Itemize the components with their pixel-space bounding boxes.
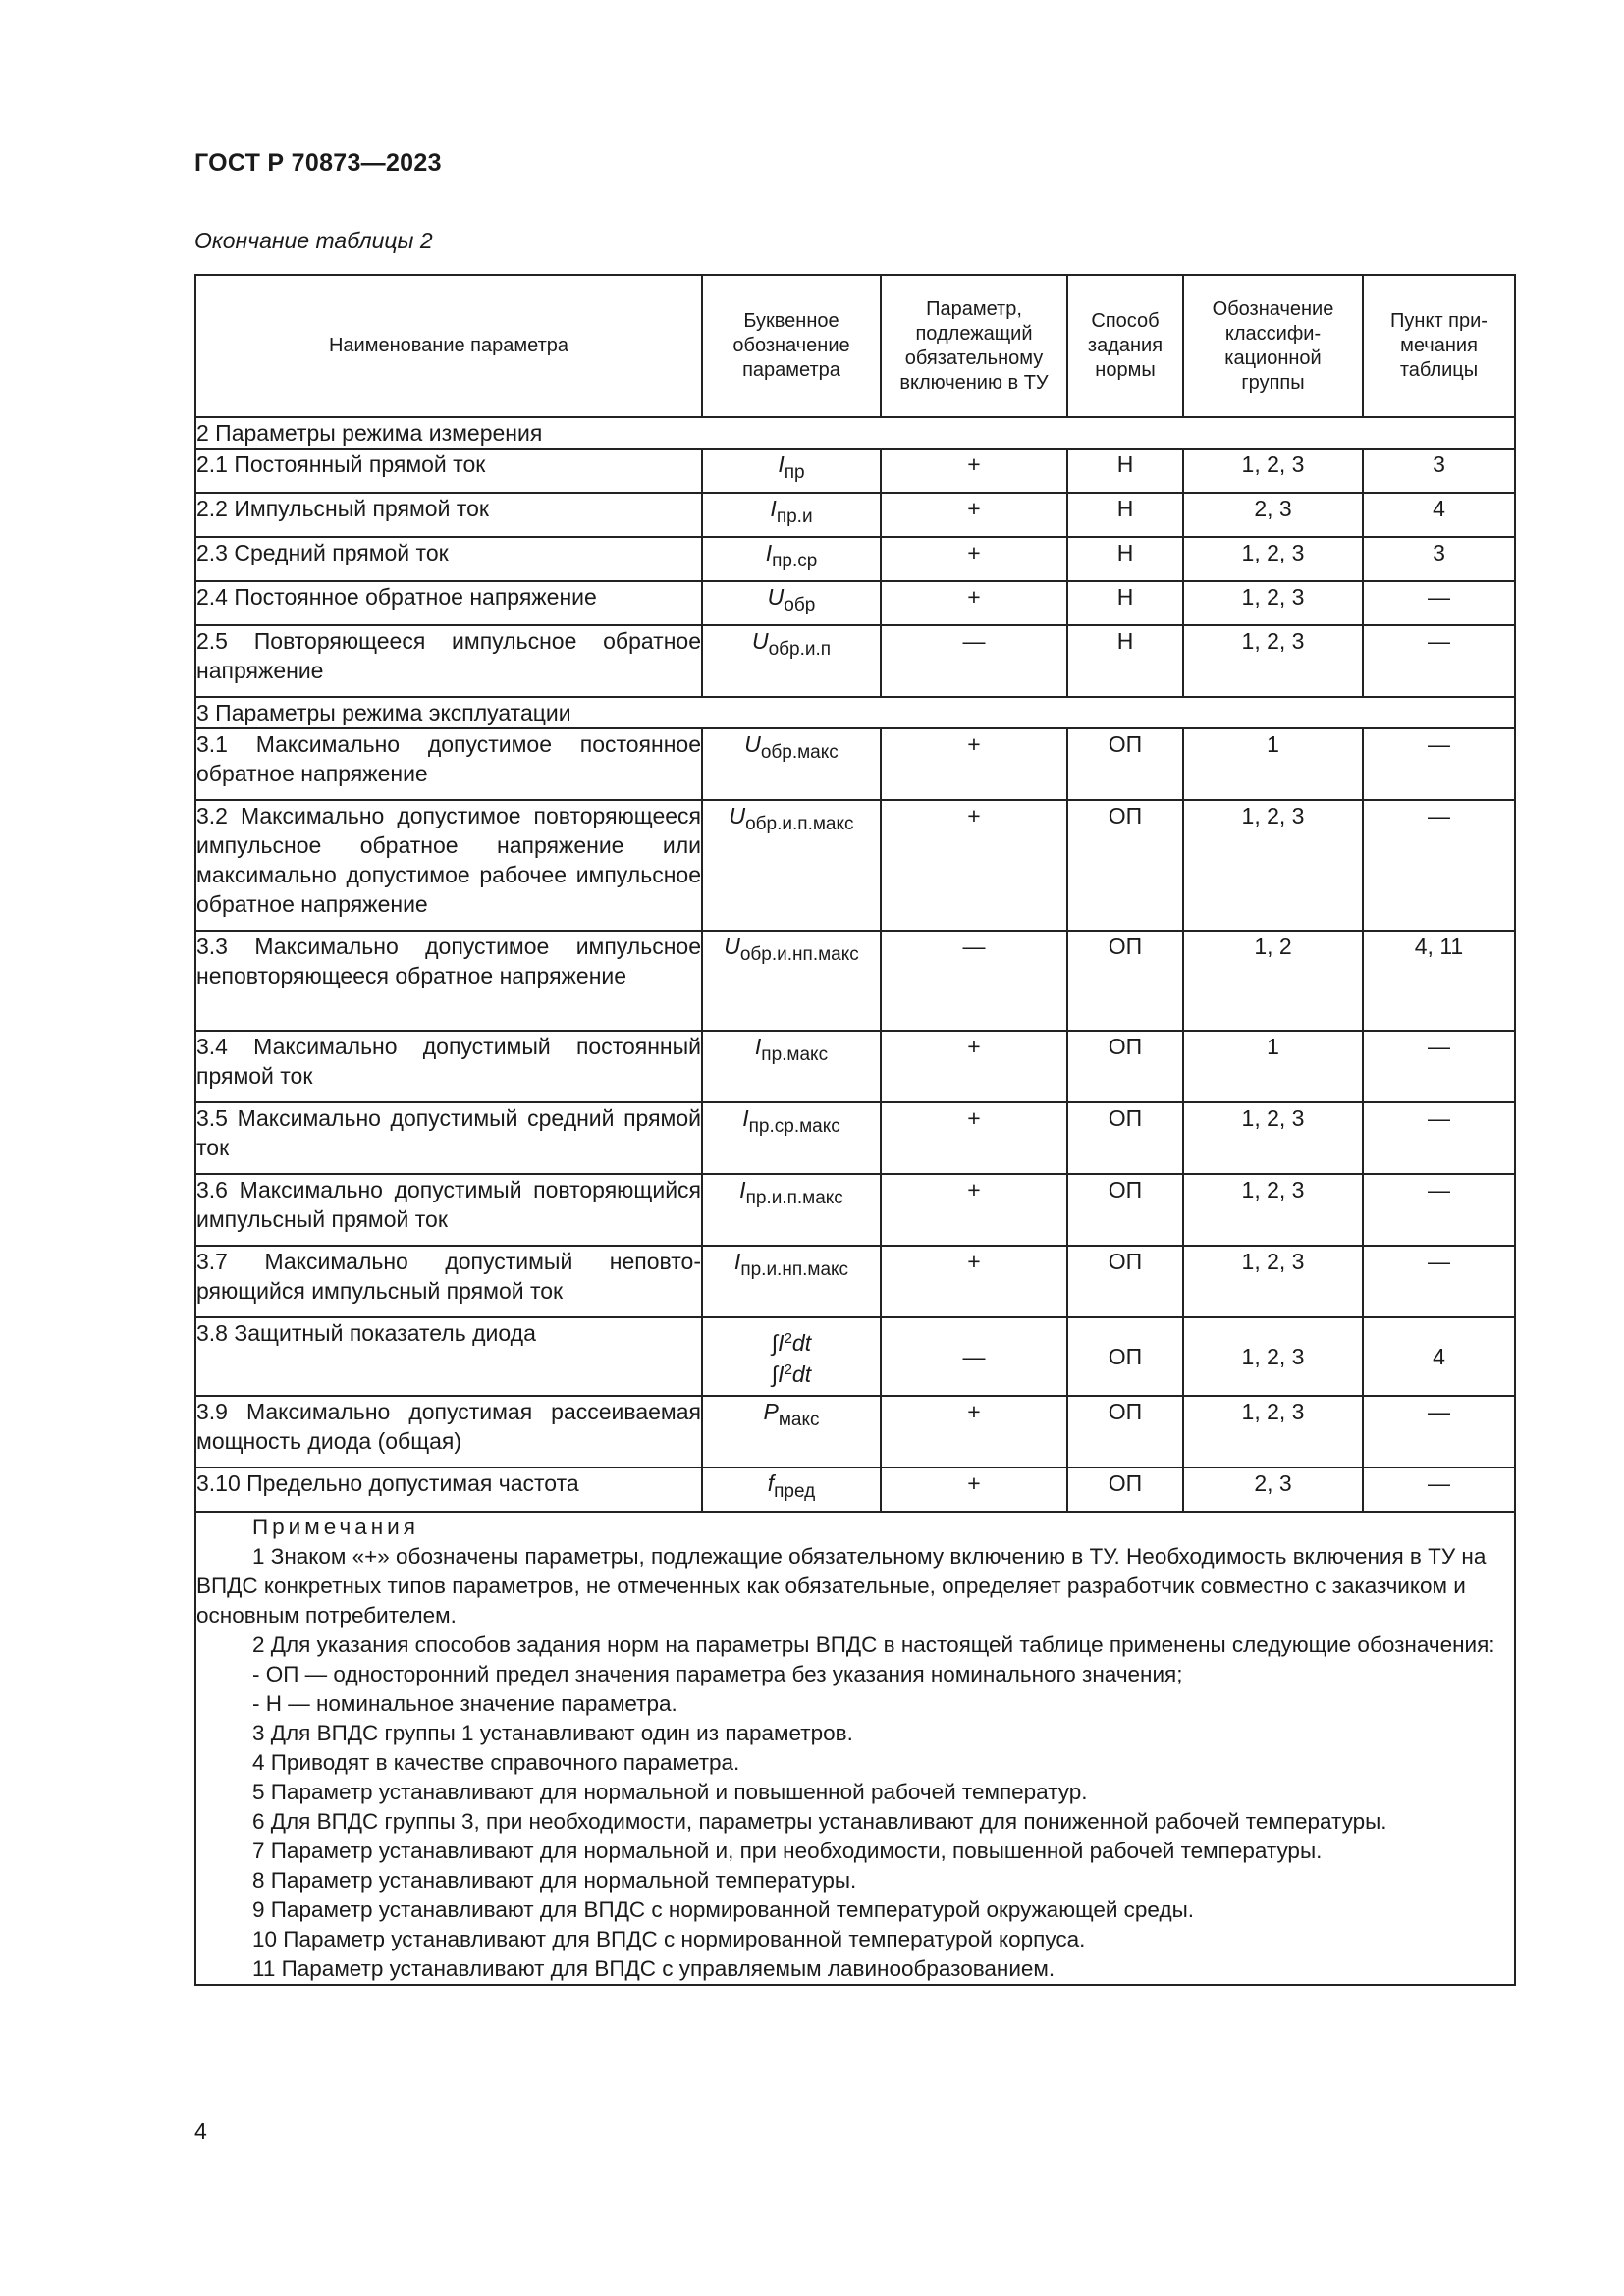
mandatory-cell: — [881,625,1067,697]
note-5: 5 Параметр устанавливают для нормальной и повышенной рабочей температур. [252,1780,1088,1804]
symbol-letter: I [754,1034,762,1059]
note-ref-cell: — [1363,1396,1515,1468]
parameter-symbol-cell [702,1031,881,1102]
parameter-name-cell: 2.1 Постоянный прямой ток [195,449,702,493]
note-ref-cell: — [1363,1246,1515,1317]
symbol-subscript: пр.и.нп.макс [740,1259,849,1280]
table-row [195,1468,1515,1512]
class-group-cell: 1, 2, 3 [1183,1102,1363,1174]
symbol-subscript: обр.макс [760,742,839,763]
integral-symbol [703,1325,880,1357]
symbol-subscript: пр.ср [772,551,818,571]
group-row [195,697,1515,728]
parameters-table [194,274,1516,1986]
parameter-name-cell: 3.9 Максимально допустимая рассеиваемая мощность диода (общая) [195,1396,702,1468]
symbol-letter: U [724,934,740,959]
symbol-subscript: пр [784,462,805,483]
table-header-row [195,275,1515,417]
norm-method-cell: ОП [1067,728,1183,800]
symbol-subscript: пр.ср.макс [748,1116,840,1137]
document-code: ГОСТ Р 70873—2023 [194,149,442,177]
note-ref-cell: — [1363,1174,1515,1246]
note-ref-cell: — [1363,581,1515,625]
parameter-name-cell: 3.5 Максимально допустимый средний прямой ток [195,1102,702,1174]
parameter-symbol-cell [702,537,881,581]
symbol-letter: I [770,496,777,521]
note-11: 11 Параметр устанавливают для ВПДС с управляемым лавинообразованием. [252,1956,1056,1981]
mandatory-cell: — [881,1317,1067,1396]
symbol-letter: I [778,452,785,477]
notes-cell [195,1512,1515,1985]
note-2-item-n: - Н — номинальное значение параметра. [252,1691,677,1716]
mandatory-cell: + [881,493,1067,537]
note-ref-cell: 4 [1363,1317,1515,1396]
parameter-symbol-cell [702,1174,881,1246]
parameter-symbol-cell [702,1102,881,1174]
parameter-symbol-cell [702,625,881,697]
col-header-mandatory: Параметр, подлежащий обязательному включению в ТУ [881,275,1067,417]
note-ref-cell: — [1363,625,1515,697]
integral-dt: dt [791,1330,812,1356]
note-8: 8 Параметр устанавливают для нормальной температуры. [252,1868,857,1893]
symbol-subscript: обр.и.нп.макс [739,944,859,965]
note-ref-cell: — [1363,1102,1515,1174]
mandatory-cell: + [881,1246,1067,1317]
mandatory-cell: + [881,449,1067,493]
note-2: 2 Для указания способов задания норм на параметры ВПДС в настоящей таблице применены следующие обозначения: [252,1632,1495,1657]
parameter-name-cell: 2.3 Средний прямой ток [195,537,702,581]
mandatory-cell: + [881,1468,1067,1512]
table-row [195,1246,1515,1317]
table-row [195,1031,1515,1102]
table-row [195,581,1515,625]
parameter-symbol-cell [702,493,881,537]
note-ref-cell: — [1363,1031,1515,1102]
table-row [195,537,1515,581]
group-title-operation: 3 Параметры режима эксплуатации [195,697,1515,728]
symbol-letter: P [763,1399,779,1424]
note-ref-cell: — [1363,1468,1515,1512]
table-row [195,1396,1515,1468]
class-group-cell: 1, 2, 3 [1183,1174,1363,1246]
mandatory-cell: + [881,537,1067,581]
mandatory-cell: + [881,1102,1067,1174]
group-title-measurement: 2 Параметры режима измерения [195,417,1515,449]
col-header-norm-method: Способ задания нормы [1067,275,1183,417]
symbol-subscript: пр.макс [761,1044,829,1065]
parameter-symbol-cell [702,1317,881,1396]
table-row [195,1174,1515,1246]
symbol-letter: U [744,731,761,757]
mandatory-cell: + [881,1031,1067,1102]
note-ref-cell: — [1363,728,1515,800]
symbol-subscript: пред [774,1481,816,1502]
norm-method-cell: Н [1067,537,1183,581]
parameter-symbol-cell [702,728,881,800]
note-7: 7 Параметр устанавливают для нормальной и, при необходимости, повышенной рабочей температуры. [252,1839,1323,1863]
notes-row [195,1512,1515,1985]
symbol-letter: I [742,1105,749,1131]
integral-power: 2 [784,1330,792,1347]
symbol-letter: U [751,628,769,654]
symbol-subscript: обр.и.п.макс [745,814,854,834]
note-6: 6 Для ВПДС группы 3, при необходимости, параметры устанавливают для пониженной рабочей температуры. [252,1809,1387,1834]
norm-method-cell: Н [1067,493,1183,537]
note-ref-cell: — [1363,800,1515,931]
parameter-symbol-cell [702,449,881,493]
parameter-name-cell: 3.6 Максимально допустимый повторяющийся импульсный прямой ток [195,1174,702,1246]
parameter-name-cell: 3.2 Максимально допустимое повторяющееся импульсное обратное напряжение или максимально допустимое рабочее импульсное обратное напряжение [195,800,702,931]
norm-method-cell: ОП [1067,1396,1183,1468]
class-group-cell: 2, 3 [1183,493,1363,537]
table-row [195,800,1515,931]
class-group-cell: 1 [1183,728,1363,800]
symbol-subscript: пр.и [776,507,813,527]
norm-method-cell: ОП [1067,931,1183,1031]
mandatory-cell: + [881,1396,1067,1468]
parameter-symbol-cell [702,1246,881,1317]
integral-dt: dt [791,1362,812,1387]
class-group-cell: 1, 2, 3 [1183,1396,1363,1468]
class-group-cell: 1 [1183,1031,1363,1102]
parameter-name-cell: 2.2 Импульсный прямой ток [195,493,702,537]
parameter-symbol-cell [702,1396,881,1468]
symbol-subscript: обр [784,595,816,615]
parameter-name-cell: 3.8 Защитный показатель диода [195,1317,702,1396]
parameter-name-cell: 3.10 Предельно допустимая частота [195,1468,702,1512]
symbol-letter: U [767,584,785,610]
note-ref-cell: 4 [1363,493,1515,537]
integral-power: 2 [784,1362,792,1378]
norm-method-cell: Н [1067,449,1183,493]
note-9: 9 Параметр устанавливают для ВПДС с нормированной температурой окружающей среды. [252,1897,1194,1922]
table-row [195,931,1515,1031]
table-row [195,449,1515,493]
group-row [195,417,1515,449]
parameter-symbol-cell [702,931,881,1031]
class-group-cell: 2, 3 [1183,1468,1363,1512]
parameter-symbol-cell [702,1468,881,1512]
parameter-name-cell: 3.1 Максимально допустимое постоянное обратное напряжение [195,728,702,800]
symbol-subscript: пр.и.п.макс [745,1188,843,1208]
norm-method-cell: ОП [1067,1174,1183,1246]
norm-method-cell: Н [1067,625,1183,697]
class-group-cell: 1, 2, 3 [1183,449,1363,493]
symbol-letter: I [765,540,773,565]
norm-method-cell: ОП [1067,1317,1183,1396]
class-group-cell: 1, 2, 3 [1183,581,1363,625]
class-group-cell: 1, 2, 3 [1183,1317,1363,1396]
integral-base: ∫I [771,1362,785,1387]
note-10: 10 Параметр устанавливают для ВПДС с нормированной температурой корпуса. [252,1927,1086,1951]
parameter-name-cell: 2.4 Постоянное обратное напряжение [195,581,702,625]
table-row [195,493,1515,537]
note-ref-cell: 3 [1363,537,1515,581]
mandatory-cell: + [881,728,1067,800]
col-header-symbol: Буквенное обозначение параметра [702,275,881,417]
mandatory-cell: + [881,581,1067,625]
parameter-symbol-cell [702,800,881,931]
note-ref-cell: 4, 11 [1363,931,1515,1031]
norm-method-cell: ОП [1067,800,1183,931]
class-group-cell: 1, 2 [1183,931,1363,1031]
note-2-item-op: - ОП — односторонний предел значения параметра без указания номинального значения; [252,1662,1183,1686]
parameter-name-cell: 3.3 Максимально допустимое импульсное неповторяющееся обратное напряжение [195,931,702,1031]
norm-method-cell: ОП [1067,1468,1183,1512]
table-row [195,1317,1515,1396]
integral-symbol [703,1357,880,1388]
norm-method-cell: Н [1067,581,1183,625]
table-row [195,625,1515,697]
integral-base: ∫I [771,1330,785,1356]
symbol-subscript: обр.и.п [768,639,832,660]
table-caption: Окончание таблицы 2 [194,228,433,253]
note-4: 4 Приводят в качестве справочного параметра. [252,1750,740,1775]
page-number: 4 [194,2118,207,2144]
mandatory-cell: + [881,1174,1067,1246]
parameter-symbol-cell [702,581,881,625]
symbol-letter: I [739,1177,746,1202]
note-1: 1 Знаком «+» обозначены параметры, подлежащие обязательному включению в ТУ. Необходимость включения в ТУ на ВПДС конкретных типов параметров, не отмеченных как обязательные, определяет разработчик совместно с заказчиком и основным потребителем. [196,1544,1487,1628]
norm-method-cell: ОП [1067,1031,1183,1102]
col-header-class-group: Обозначение классифи-кационной группы [1183,275,1363,417]
parameter-name-cell: 3.4 Максимально допустимый постоянный прямой ток [195,1031,702,1102]
notes-title: Примечания [252,1515,419,1539]
mandatory-cell: + [881,800,1067,931]
note-3: 3 Для ВПДС группы 1 устанавливают один из параметров. [252,1721,853,1745]
symbol-letter: I [733,1249,741,1274]
class-group-cell: 1, 2, 3 [1183,625,1363,697]
parameter-name-cell: 2.5 Повторяющееся импульсное обратное напряжение [195,625,702,697]
symbol-letter: f [767,1470,775,1496]
parameter-name-cell: 3.7 Максимально допустимый неповторяющийся импульсный прямой ток [195,1246,702,1317]
class-group-cell: 1, 2, 3 [1183,1246,1363,1317]
mandatory-cell: — [881,931,1067,1031]
note-ref-cell: 3 [1363,449,1515,493]
norm-method-cell: ОП [1067,1102,1183,1174]
symbol-subscript: макс [778,1410,820,1430]
table-row [195,728,1515,800]
class-group-cell: 1, 2, 3 [1183,537,1363,581]
table-row [195,1102,1515,1174]
norm-method-cell: ОП [1067,1246,1183,1317]
symbol-letter: U [729,803,746,828]
class-group-cell: 1, 2, 3 [1183,800,1363,931]
col-header-note-ref: Пункт при-мечания таблицы [1363,275,1515,417]
col-header-name: Наименование параметра [195,275,702,417]
